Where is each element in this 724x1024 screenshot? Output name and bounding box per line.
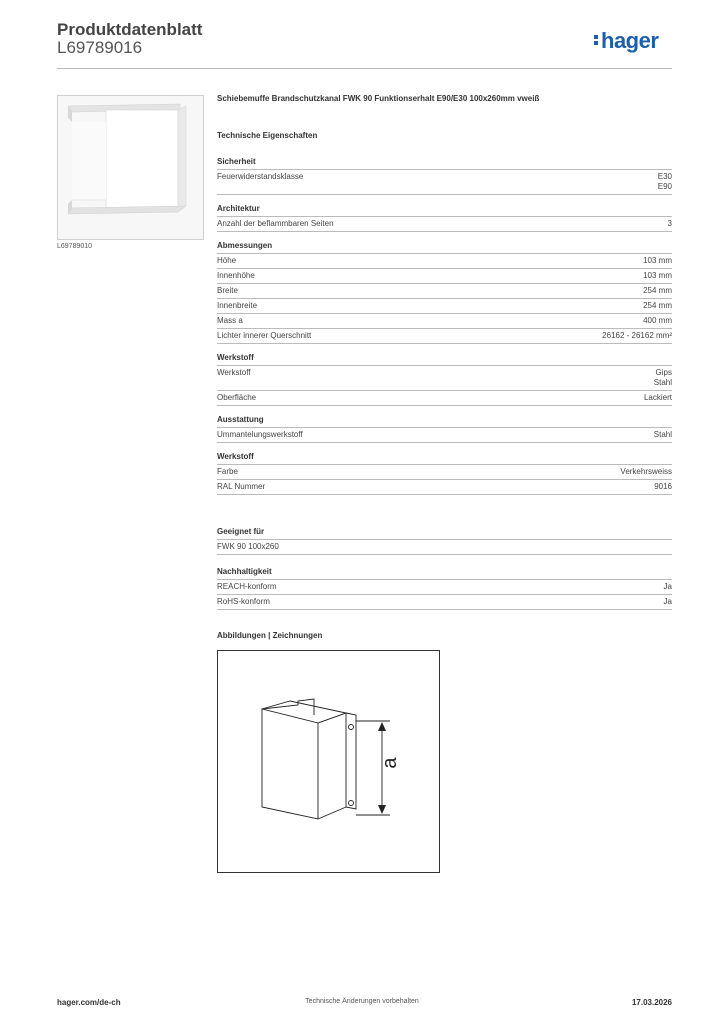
spec-value — [643, 256, 672, 266]
spec-value-line: 103 mm — [643, 256, 672, 265]
spec-row — [217, 465, 672, 480]
spec-value — [664, 582, 672, 592]
spec-group-title: Ausstattung — [217, 413, 672, 428]
spec-row — [217, 329, 672, 344]
spec-row — [217, 217, 672, 232]
spec-value-line: 3 — [667, 219, 672, 228]
spec-group-title: Sicherheit — [217, 155, 672, 170]
spec-value-line: Stahl — [653, 378, 672, 387]
spec-value-line: Lackiert — [643, 393, 672, 402]
sliding-sleeve-photo-icon — [58, 96, 203, 239]
spec-label: Breite — [217, 286, 238, 295]
spec-value — [620, 467, 672, 477]
footer-website-link[interactable]: hager.com/de-ch — [57, 998, 121, 1007]
dimension-label-a: a — [379, 757, 401, 769]
spec-row — [217, 254, 672, 269]
spec-value — [602, 331, 672, 341]
spec-group — [217, 525, 672, 555]
spec-row — [217, 540, 672, 555]
spec-group — [217, 565, 672, 610]
spec-table — [217, 155, 672, 502]
spec-row — [217, 580, 672, 595]
logo-text: hager — [601, 28, 659, 53]
spec-value — [654, 482, 672, 492]
spec-group — [217, 155, 672, 195]
spec-row — [217, 269, 672, 284]
spec-value — [654, 430, 672, 440]
spec-row — [217, 391, 672, 406]
spec-value-line: 254 mm — [643, 286, 672, 295]
spec-group — [217, 239, 672, 344]
spec-label: Mass a — [217, 316, 243, 325]
tech-heading: Technische Eigenschaften — [217, 131, 318, 140]
header-divider — [57, 68, 672, 69]
spec-value-line: E90 — [657, 182, 672, 191]
spec-label: Feuerwiderstandsklasse — [217, 172, 304, 181]
spec-label: RoHS-konform — [217, 597, 270, 606]
product-code: L69789016 — [57, 38, 143, 57]
spec-group-title: Werkstoff — [217, 450, 672, 465]
spec-value-line: 400 mm — [643, 316, 672, 325]
spec-value — [643, 271, 672, 281]
page-title: Produktdatenblatt — [57, 20, 203, 39]
technical-drawing — [217, 650, 440, 873]
spec-label: RAL Nummer — [217, 482, 266, 491]
footer-note: Technische Änderungen vorbehalten — [305, 998, 419, 1005]
spec-label: Innenhöhe — [217, 271, 255, 280]
spec-group — [217, 413, 672, 443]
hager-logo[interactable] — [594, 28, 658, 54]
figures-heading: Abbildungen | Zeichnungen — [217, 631, 323, 640]
spec-value — [643, 301, 672, 311]
spec-value-line: E30 — [657, 172, 672, 181]
spec-row — [217, 170, 672, 195]
spec-label: Innenbreite — [217, 301, 258, 310]
spec-row — [217, 314, 672, 329]
spec-label: Werkstoff — [217, 368, 251, 377]
spec-value — [664, 597, 672, 607]
photo-caption: L69789010 — [57, 243, 93, 250]
spec-label: Farbe — [217, 467, 238, 476]
spec-label: Lichter innerer Querschnitt — [217, 331, 312, 340]
spec-label: FWK 90 100x260 — [217, 542, 279, 551]
logo-dots-icon — [594, 33, 599, 47]
spec-row — [217, 428, 672, 443]
dimension-drawing-icon — [218, 651, 439, 872]
spec-group-title: Nachhaltigkeit — [217, 565, 672, 580]
spec-value — [654, 368, 672, 388]
spec-value-line: 103 mm — [643, 271, 672, 280]
spec-value-line: 26162 - 26162 mm² — [602, 331, 672, 340]
spec-group — [217, 202, 672, 232]
spec-group-title: Geeignet für — [217, 525, 672, 540]
spec-row — [217, 299, 672, 314]
spec-value — [643, 316, 672, 326]
spec-row — [217, 595, 672, 610]
spec-label: Anzahl der beflammbaren Seiten — [217, 219, 334, 228]
spec-value — [644, 393, 672, 403]
spec-group-title: Werkstoff — [217, 351, 672, 366]
spec-value — [668, 219, 672, 229]
spec-value-line: 9016 — [654, 482, 672, 491]
spec-value-line: Stahl — [653, 430, 672, 439]
spec-row — [217, 366, 672, 391]
spec-label: Höhe — [217, 256, 237, 265]
spec-value — [643, 286, 672, 296]
spec-value-line: Ja — [663, 582, 672, 591]
spec-value-line: Gips — [655, 368, 672, 377]
spec-label: Ummantelungswerkstoff — [217, 430, 303, 439]
product-description: Schiebemuffe Brandschutzkanal FWK 90 Funktionserhalt E90/E30 100x260mm vweiß — [217, 94, 540, 103]
product-photo — [57, 95, 204, 240]
spec-value-line: Ja — [663, 597, 672, 606]
spec-value — [658, 172, 672, 192]
spec-label: Oberfläche — [217, 393, 257, 402]
spec-value-line: Verkehrsweiss — [620, 467, 672, 476]
extra-spec-table — [217, 525, 672, 620]
footer-date: 17.03.2026 — [631, 998, 672, 1007]
spec-group-title: Abmessungen — [217, 239, 672, 254]
spec-group — [217, 450, 672, 495]
spec-group-title: Architektur — [217, 202, 672, 217]
spec-group — [217, 351, 672, 406]
spec-label: REACH-konform — [217, 582, 277, 591]
spec-value-line: 254 mm — [643, 301, 672, 310]
spec-row — [217, 480, 672, 495]
spec-row — [217, 284, 672, 299]
